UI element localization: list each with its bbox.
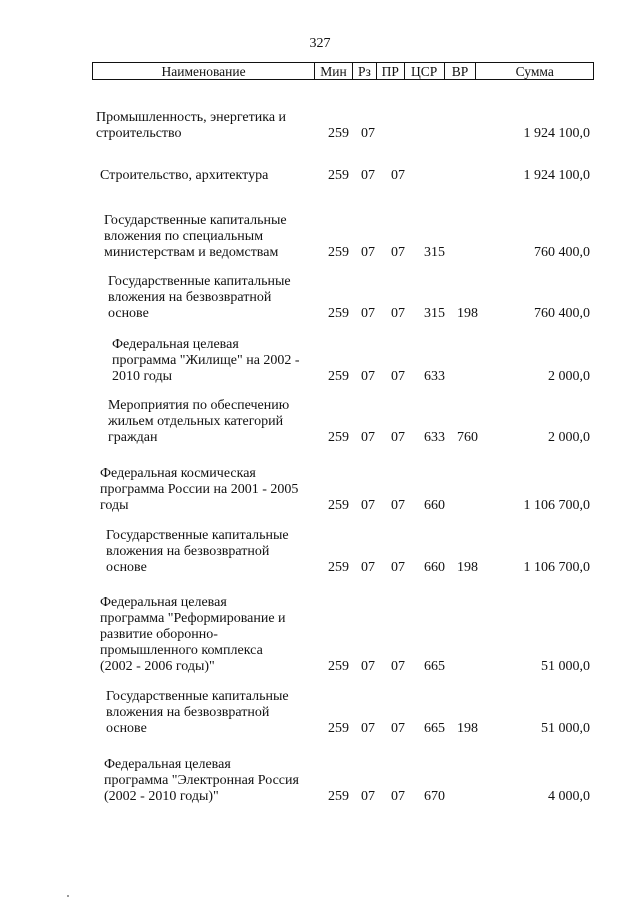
row-min: 259 [328, 369, 349, 384]
row-sum: 2 000,0 [548, 430, 590, 445]
row-min: 259 [328, 245, 349, 260]
row-sum: 51 000,0 [541, 659, 590, 674]
row-min: 259 [328, 789, 349, 804]
row-min: 259 [328, 306, 349, 321]
row-min: 259 [328, 430, 349, 445]
row-csr: 665 [424, 659, 445, 674]
row-sum: 1 924 100,0 [523, 126, 590, 141]
row-vr: 198 [457, 721, 478, 736]
row-min: 259 [328, 168, 349, 183]
row-name: Мероприятия по обеспечению жильем отдельных категорий граждан [108, 398, 290, 445]
row-rz: 07 [361, 245, 375, 260]
row-sum: 1 106 700,0 [523, 498, 590, 513]
row-sum: 1 106 700,0 [523, 560, 590, 575]
row-pr: 07 [391, 659, 405, 674]
row-min: 259 [328, 721, 349, 736]
header-vr: ВР [444, 63, 476, 79]
row-rz: 07 [361, 306, 375, 321]
header-name: Наименование [161, 64, 246, 79]
row-vr: 198 [457, 306, 478, 321]
header-sum: Сумма [475, 63, 593, 79]
row-vr: 760 [457, 430, 478, 445]
row-name: Федеральная космическая программа России на 2001 - 2005 годы [100, 466, 299, 513]
row-csr: 315 [424, 306, 445, 321]
row-name: Строительство, архитектура [100, 168, 269, 183]
row-pr: 07 [391, 430, 405, 445]
row-csr: 633 [424, 369, 445, 384]
row-pr: 07 [391, 721, 405, 736]
row-rz: 07 [361, 430, 375, 445]
row-rz: 07 [361, 721, 375, 736]
row-rz: 07 [361, 498, 375, 513]
row-rz: 07 [361, 168, 375, 183]
row-csr: 315 [424, 245, 445, 260]
row-vr: 198 [457, 560, 478, 575]
row-rz: 07 [361, 369, 375, 384]
row-pr: 07 [391, 245, 405, 260]
scan-speck [67, 895, 69, 897]
row-sum: 760 400,0 [534, 306, 590, 321]
row-name: Промышленность, энергетика и строительство [96, 110, 287, 141]
row-csr: 665 [424, 721, 445, 736]
row-min: 259 [328, 659, 349, 674]
row-rz: 07 [361, 560, 375, 575]
row-pr: 07 [391, 369, 405, 384]
row-sum: 4 000,0 [548, 789, 590, 804]
page-number: 327 [309, 36, 331, 51]
row-name: Федеральная целевая программа "Жилище" на 2002 - 2010 годы [112, 337, 300, 384]
row-csr: 633 [424, 430, 445, 445]
header-min: Мин [314, 63, 352, 79]
row-rz: 07 [361, 126, 375, 141]
row-csr: 670 [424, 789, 445, 804]
row-name: Государственные капитальные вложения на безвозвратной основе [106, 528, 289, 575]
row-csr: 660 [424, 560, 445, 575]
row-sum: 1 924 100,0 [523, 168, 590, 183]
row-csr: 660 [424, 498, 445, 513]
row-sum: 760 400,0 [534, 245, 590, 260]
header-rz: Рз [352, 63, 376, 79]
row-min: 259 [328, 126, 349, 141]
row-rz: 07 [361, 789, 375, 804]
row-name: Федеральная целевая программа "Электронная Россия (2002 - 2010 годы)" [104, 757, 299, 804]
row-min: 259 [328, 498, 349, 513]
row-sum: 51 000,0 [541, 721, 590, 736]
row-pr: 07 [391, 789, 405, 804]
row-rz: 07 [361, 659, 375, 674]
row-name: Государственные капитальные вложения на безвозвратной основе [108, 274, 291, 321]
row-name: Государственные капитальные вложения на безвозвратной основе [106, 689, 289, 736]
row-name: Государственные капитальные вложения по специальным министерствам и ведомствам [104, 213, 287, 260]
row-sum: 2 000,0 [548, 369, 590, 384]
row-pr: 07 [391, 498, 405, 513]
header-csr: ЦСР [404, 63, 444, 79]
row-name: Федеральная целевая программа "Реформирование и развитие оборонно- промышленного комплекса (2002 - 2006 годы)" [100, 595, 286, 674]
row-pr: 07 [391, 168, 405, 183]
header-pr: ПР [376, 63, 404, 79]
table-header [92, 62, 594, 80]
row-pr: 07 [391, 560, 405, 575]
row-pr: 07 [391, 306, 405, 321]
row-min: 259 [328, 560, 349, 575]
